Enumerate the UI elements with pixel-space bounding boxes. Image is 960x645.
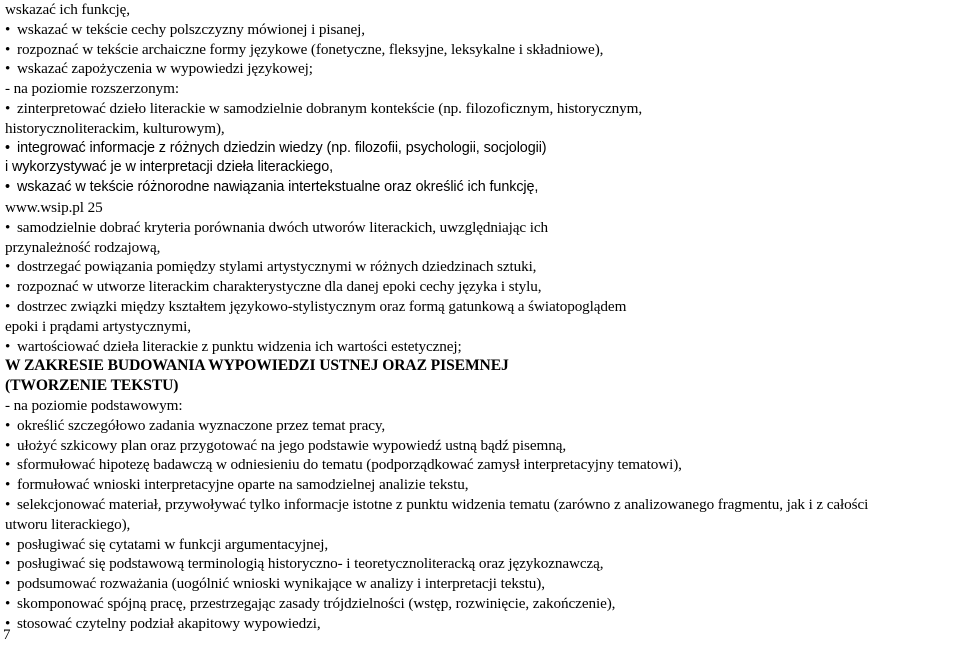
bullet-marker: • [5, 139, 10, 156]
line-text: samodzielnie dobrać kryteria porównania dwóch utworów literackich, uwzględniając ich [17, 218, 548, 236]
line-text: skomponować spójną pracę, przestrzegając zasady trójdzielności (wstęp, rozwinięcie, zakończenie), [17, 594, 616, 612]
bullet-item [5, 99, 960, 119]
text-line [5, 0, 960, 20]
bullet-item [5, 574, 960, 594]
line-text: epoki i prądami artystycznymi, [5, 317, 191, 335]
text-line [5, 396, 960, 416]
line-text: (TWORZENIE TEKSTU) [5, 377, 179, 395]
line-text: historycznoliterackim, kulturowym), [5, 119, 225, 137]
line-text: dostrzec związki między kształtem językowo-stylistycznym oraz formą gatunkową a światopoglądem [17, 297, 627, 315]
line-text: posługiwać się cytatami w funkcji argumentacyjnej, [17, 535, 329, 553]
bullet-marker: • [5, 495, 11, 513]
bullet-item [5, 594, 960, 614]
line-text: stosować czytelny podział akapitowy wypowiedzi, [17, 614, 321, 632]
bullet-marker: • [5, 297, 11, 315]
text-line [5, 198, 960, 218]
text-line [5, 515, 960, 535]
bullet-marker: • [5, 456, 11, 474]
line-text: sformułować hipotezę badawczą w odniesieniu do tematu (podporządkować zamysł interpretacyjny tematowi), [17, 456, 682, 474]
line-text: selekcjonować materiał, przywoływać tylko informacje istotne z punktu widzenia tematu (zarówno z analizowanego fragmentu, jak i z całości [17, 495, 869, 513]
line-text: zinterpretować dzieło literackie w samodzielnie dobranym kontekście (np. filozoficznym, historycznym, [17, 99, 643, 117]
line-text: rozpoznać w tekście archaiczne formy językowe (fonetyczne, fleksyjne, leksykalne i składniowe), [17, 40, 604, 58]
line-text: wskazać zapożyczenia w wypowiedzi językowej; [17, 60, 313, 78]
line-text: określić szczegółowo zadania wyznaczone przez temat pracy, [17, 416, 386, 434]
line-text: W ZAKRESIE BUDOWANIA WYPOWIEDZI USTNEJ ORAZ PISEMNEJ [5, 357, 509, 375]
bullet-marker: • [5, 179, 10, 196]
bullet-item [5, 337, 960, 357]
bullet-item [5, 178, 960, 198]
document-page [5, 0, 960, 634]
bullet-item [5, 139, 960, 159]
bullet-item [5, 455, 960, 475]
line-text: rozpoznać w utworze literackim charakterystyczne dla danej epoki cechy języka i stylu, [17, 278, 542, 296]
section-heading [5, 356, 960, 376]
bullet-marker: • [5, 575, 11, 593]
bullet-marker: • [5, 594, 11, 612]
line-text: wskazać ich funkcję, [5, 1, 130, 18]
bullet-item [5, 20, 960, 40]
bullet-marker: • [5, 40, 11, 58]
bullet-item [5, 554, 960, 574]
bullet-item [5, 614, 960, 634]
bullet-item [5, 475, 960, 495]
text-line [5, 158, 960, 178]
text-line [5, 238, 960, 258]
bullet-item [5, 277, 960, 297]
section-heading [5, 376, 960, 396]
bullet-item [5, 436, 960, 456]
line-text: podsumować rozważania (uogólnić wnioski wynikające w analizy i interpretacji tekstu), [17, 575, 545, 593]
bullet-item [5, 257, 960, 277]
bullet-marker: • [5, 436, 11, 454]
line-text: - na poziomie podstawowym: [5, 396, 183, 414]
line-text: wskazać w tekście cechy polszczyzny mówionej i pisanej, [17, 20, 365, 38]
bullet-marker: • [5, 218, 11, 236]
text-line [5, 79, 960, 99]
bullet-marker: • [5, 614, 11, 632]
bullet-item [5, 416, 960, 436]
line-text: formułować wnioski interpretacyjne oparte na samodzielnej analizie tekstu, [17, 476, 469, 494]
bullet-marker: • [5, 278, 11, 296]
line-text: ułożyć szkicowy plan oraz przygotować na jego podstawie wypowiedź ustną bądź pisemną, [17, 436, 567, 454]
text-line [5, 317, 960, 337]
bullet-item [5, 495, 960, 515]
line-text: wskazać w tekście różnorodne nawiązania intertekstualne oraz określić ich funkcję, [17, 179, 539, 196]
bullet-marker: • [5, 535, 11, 553]
line-text: - na poziomie rozszerzonym: [5, 80, 179, 98]
line-text: utworu literackiego), [5, 515, 131, 533]
line-text: posługiwać się podstawową terminologią historyczno- i teoretycznoliteracką oraz językoznawczą, [17, 555, 604, 573]
bullet-marker: • [5, 337, 11, 355]
text-line [5, 119, 960, 139]
line-text: www.wsip.pl 25 [5, 198, 103, 216]
bullet-item [5, 535, 960, 555]
bullet-marker: • [5, 60, 11, 78]
line-text: wartościować dzieła literackie z punktu widzenia ich wartości estetycznej; [17, 337, 462, 355]
line-text: i wykorzystywać je w interpretacji dzieła literackiego, [5, 159, 334, 176]
bullet-item [5, 297, 960, 317]
line-text: przynależność rodzajową, [5, 238, 161, 256]
line-text: integrować informacje z różnych dziedzin wiedzy (np. filozofii, psychologii, socjologii) [17, 139, 547, 156]
bullet-marker: • [5, 416, 11, 434]
bullet-marker: • [5, 20, 11, 38]
line-text: dostrzegać powiązania pomiędzy stylami artystycznymi w różnych dziedzinach sztuki, [17, 258, 537, 276]
page-number: 7 [3, 627, 11, 643]
bullet-marker: • [5, 99, 11, 117]
bullet-item [5, 218, 960, 238]
bullet-marker: • [5, 258, 11, 276]
bullet-item [5, 40, 960, 60]
bullet-item [5, 59, 960, 79]
bullet-marker: • [5, 476, 11, 494]
bullet-marker: • [5, 555, 11, 573]
